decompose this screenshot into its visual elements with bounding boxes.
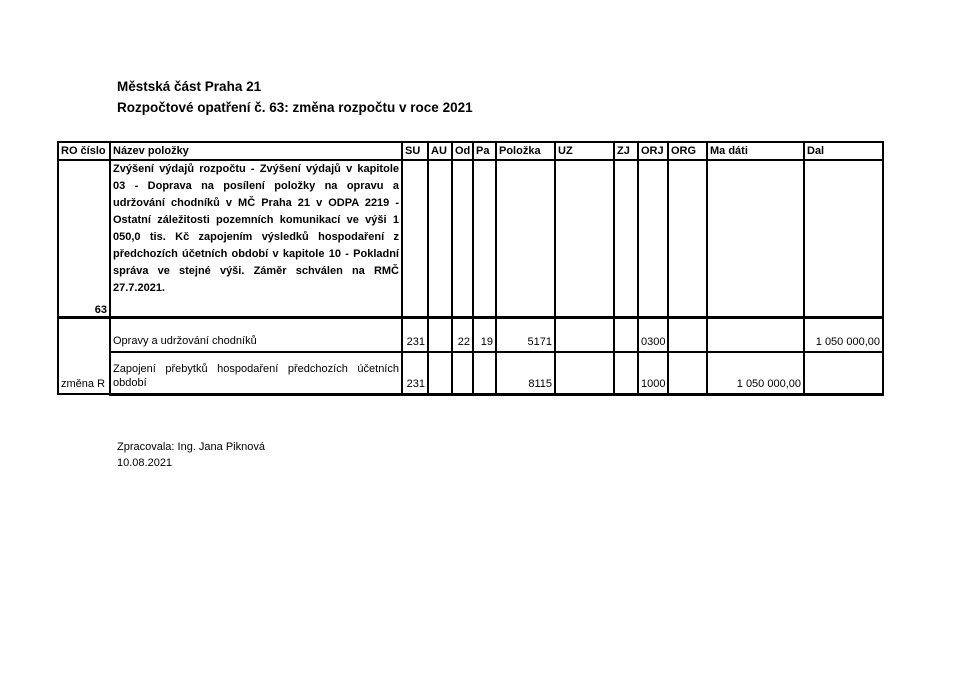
cell-su: 231 [402, 317, 428, 352]
cell-uz [555, 317, 614, 352]
cell-dal [804, 352, 883, 394]
cell-au [428, 352, 452, 394]
budget-table [57, 141, 884, 396]
cell-zj [614, 317, 638, 352]
header-nazev-polozky: Název položky [110, 142, 402, 160]
header-row [58, 142, 883, 160]
header-polozka: Položka [496, 142, 555, 160]
document-footer [117, 440, 265, 471]
header-su: SU [402, 142, 428, 160]
prepared-by: Zpracovala: Ing. Jana Piknová [117, 441, 265, 453]
header-ma-dati: Ma dáti [707, 142, 804, 160]
cell-polozka [496, 160, 555, 317]
cell-orj: 0300 [638, 317, 668, 352]
header-au: AU [428, 142, 452, 160]
header-pa: Pa [473, 142, 496, 160]
header-uz: UZ [555, 142, 614, 160]
cell-pa: 19 [473, 317, 496, 352]
cell-zj [614, 352, 638, 394]
cell-ro-cislo: 63 [58, 160, 110, 317]
table-row [58, 352, 883, 394]
header-od: Od [452, 142, 473, 160]
cell-zj [614, 160, 638, 317]
header-org: ORG [668, 142, 707, 160]
title-org: Městská část Praha 21 [117, 79, 262, 94]
cell-orj: 1000 [638, 352, 668, 394]
cell-pa [473, 352, 496, 394]
cell-od [452, 352, 473, 394]
cell-au [428, 160, 452, 317]
cell-org [668, 160, 707, 317]
cell-dal: 1 050 000,00 [804, 317, 883, 352]
cell-polozka: 5171 [496, 317, 555, 352]
table-row [58, 317, 883, 352]
cell-polozka: 8115 [496, 352, 555, 394]
header-dal: Dal [804, 142, 883, 160]
cell-uz [555, 352, 614, 394]
cell-ma-dati [707, 317, 804, 352]
header-orj: ORJ [638, 142, 668, 160]
cell-uz [555, 160, 614, 317]
cell-description-text: Zvýšení výdajů rozpočtu - Zvýšení výdajů v kapitole 03 - Doprava na posílení položky na opravu a udržování chodníků v MČ Praha 21 v ODPA 2219 - Ostatní záležitosti pozemních komunikací ve výši 1 050,0 tis. Kč zapojením výsledků hospodaření z předchozích účetních období v kapitole 10 - Pokladní správa ve stejné výši. Záměr schválen na RMČ 27.7.2021. [110, 160, 402, 317]
cell-nazev: Zapojení přebytků hospodaření předchozích účetních období [110, 352, 402, 394]
cell-ma-dati: 1 050 000,00 [707, 352, 804, 394]
cell-od: 22 [452, 317, 473, 352]
cell-dal [804, 160, 883, 317]
description-row [58, 160, 883, 317]
cell-org [668, 317, 707, 352]
document-title [117, 76, 473, 118]
cell-su [402, 160, 428, 317]
cell-pa [473, 160, 496, 317]
cell-au [428, 317, 452, 352]
header-ro-cislo: RO číslo [58, 142, 110, 160]
cell-org [668, 352, 707, 394]
cell-orj [638, 160, 668, 317]
cell-od [452, 160, 473, 317]
footer-date: 10.08.2021 [117, 456, 173, 469]
cell-ma-dati [707, 160, 804, 317]
cell-su: 231 [402, 352, 428, 394]
title-measure: Rozpočtové opatření č. 63: změna rozpočtu v roce 2021 [117, 100, 473, 115]
header-zj: ZJ [614, 142, 638, 160]
cell-ro-cislo: změna R [58, 317, 110, 394]
cell-nazev: Opravy a udržování chodníků [110, 317, 402, 352]
